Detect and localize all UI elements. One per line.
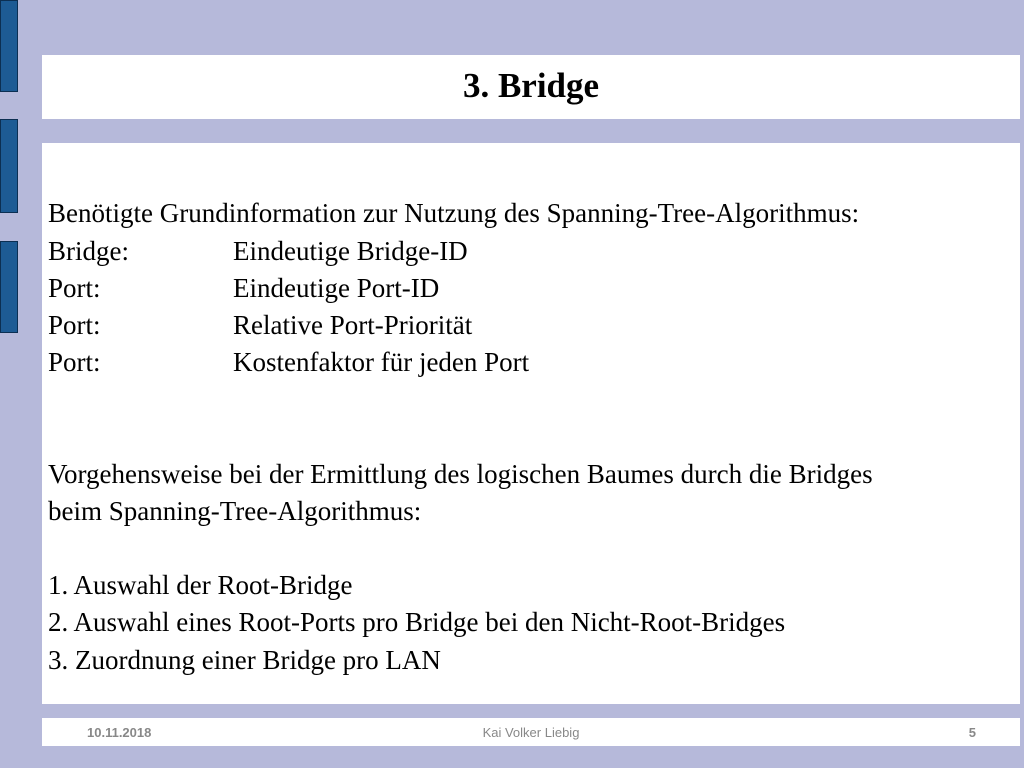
- slide-content-panel: [42, 143, 1020, 704]
- requirement-row: [48, 238, 468, 265]
- requirement-value: Relative Port-Priorität: [233, 310, 473, 340]
- slide-title: 3. Bridge: [462, 66, 600, 105]
- footer-date: 10.11.2018: [87, 725, 152, 740]
- decorative-side-bar-bottom: [0, 241, 18, 333]
- procedure-step-2: 2. Auswahl eines Root-Ports pro Bridge bei den Nicht-Root-Bridges: [48, 607, 786, 637]
- requirement-label: Port:: [48, 273, 101, 303]
- requirement-row: [48, 349, 529, 376]
- decorative-side-bar-top: [0, 0, 18, 92]
- requirement-value: Eindeutige Bridge-ID: [233, 236, 468, 266]
- requirement-label: Bridge:: [48, 236, 129, 266]
- procedure-step-1: 1. Auswahl der Root-Bridge: [48, 570, 353, 600]
- intro-text: Benötigte Grundinformation zur Nutzung des Spanning-Tree-Algorithmus:: [48, 198, 860, 228]
- requirement-row: [48, 275, 439, 302]
- requirement-label: Port:: [48, 347, 101, 377]
- procedure-step-3: 3. Zuordnung einer Bridge pro LAN: [48, 645, 441, 675]
- slide-footer: [42, 718, 1020, 746]
- slide-title-panel: [42, 55, 1020, 119]
- footer-author: Kai Volker Liebig: [482, 725, 580, 740]
- procedure-text-line-2: beim Spanning-Tree-Algorithmus:: [48, 496, 422, 526]
- requirement-value: Eindeutige Port-ID: [233, 273, 440, 303]
- decorative-side-bar-middle: [0, 119, 18, 213]
- requirement-label: Port:: [48, 310, 101, 340]
- procedure-text-line-1: Vorgehensweise bei der Ermittlung des logischen Baumes durch die Bridges: [48, 459, 873, 489]
- requirement-value: Kostenfaktor für jeden Port: [233, 347, 530, 377]
- footer-page-number: 5: [968, 725, 976, 740]
- requirement-row: [48, 312, 472, 339]
